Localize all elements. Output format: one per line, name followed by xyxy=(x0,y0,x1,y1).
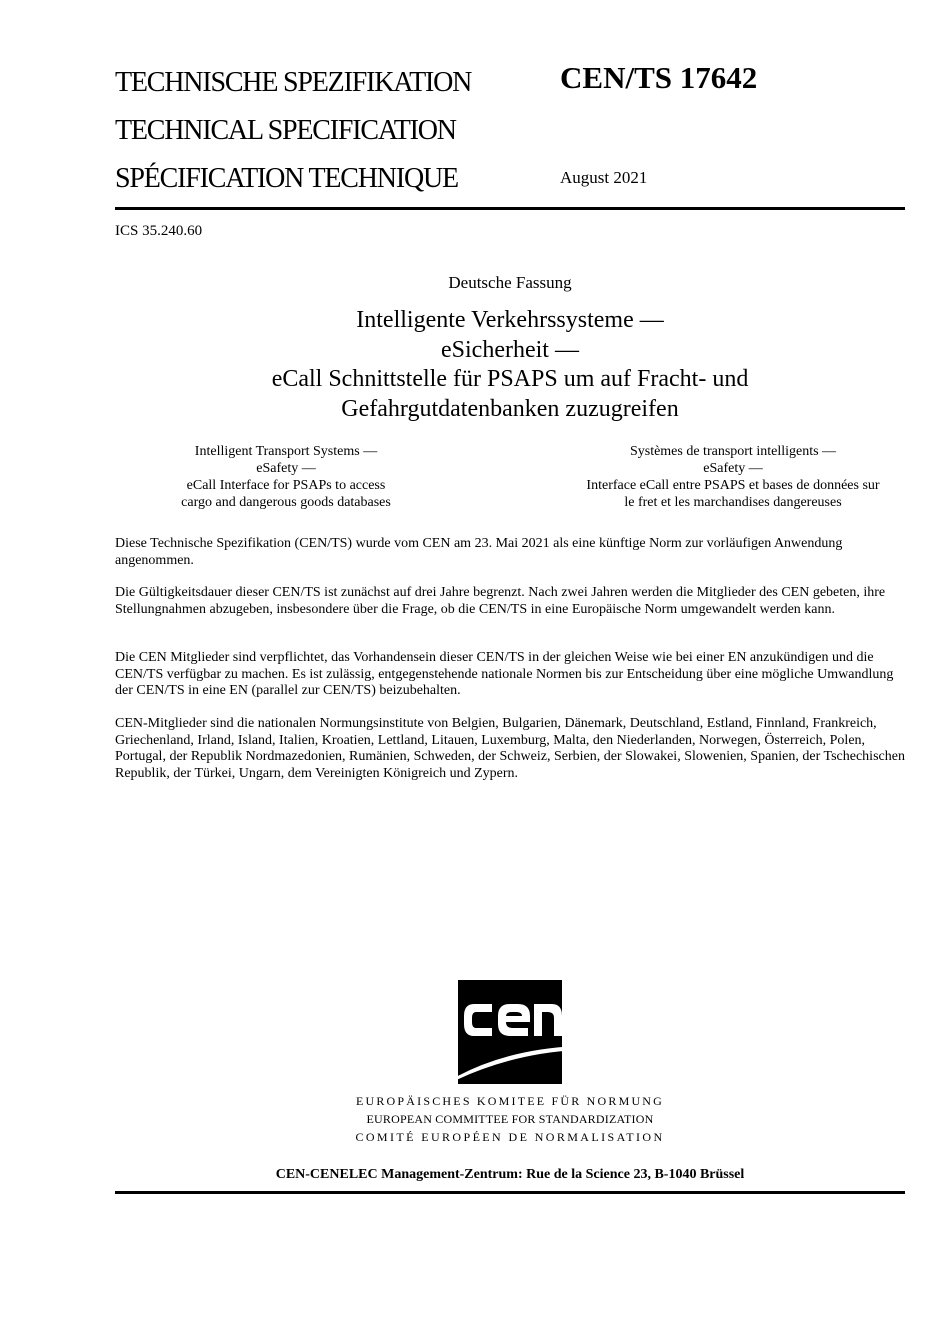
title-german xyxy=(0,306,950,424)
title-english xyxy=(140,443,432,511)
paragraph-text: CEN-Mitglieder sind die nationalen Normungsinstitute von Belgien, Bulgarien, Dänemark, Deutschland, Estland, Finnland, Frankreich, Griechenland, Irland, Island, Italien, Kroatien, Lettland, Litauen, Luxemburg, Malta, den Niederlanden, Norwegen, Österreich, Polen, Portugal, der Republik Nordmazedonien, Rumänien, Schweden, der Schweiz, Serbien, der Slowakei, Slowenien, Spanien, der Tschechischen Republik, der Türkei, Ungarn, dem Vereinigten Königreich und Zypern. xyxy=(115,716,905,781)
organization-names xyxy=(300,1092,720,1146)
title-line: le fret et les marchandises dangereuses xyxy=(624,495,842,510)
document-number: CEN/TS 17642 xyxy=(560,60,758,95)
title-line: eSafety — xyxy=(256,461,316,476)
document-type-de: TECHNISCHE SPEZIFIKATION xyxy=(115,67,472,98)
title-line: Intelligente Verkehrssysteme — xyxy=(356,307,664,333)
title-line: eSicherheit — xyxy=(441,336,579,363)
paragraph-text: Diese Technische Spezifikation (CEN/TS) wurde vom CEN am 23. Mai 2021 als eine künftige Norm zur vorläufigen Anwendung angenommen. xyxy=(115,536,843,568)
title-french xyxy=(565,443,901,511)
organization-name-de: EUROPÄISCHES KOMITEE FÜR NORMUNG xyxy=(355,1094,665,1108)
ics-code: ICS 35.240.60 xyxy=(115,223,203,239)
organization-name-en: EUROPEAN COMMITTEE FOR STANDARDIZATION xyxy=(366,1112,654,1126)
document-type-en: TECHNICAL SPECIFICATION xyxy=(115,115,456,146)
paragraph-members xyxy=(115,716,910,782)
title-line: Intelligent Transport Systems — xyxy=(194,444,378,459)
paragraph-adoption xyxy=(115,536,910,569)
title-line: Interface eCall entre PSAPS et bases de données sur xyxy=(586,478,880,493)
title-line: eCall Interface for PSAPs to access xyxy=(186,478,386,493)
cen-logo-icon xyxy=(458,980,562,1084)
paragraph-text: Die Gültigkeitsdauer dieser CEN/TS ist zunächst auf drei Jahre begrenzt. Nach zwei Jahren werden die Mitglieder des CEN gebeten, ihre Stellungnahmen abzugeben, insbesondere über die Frage, ob die CEN/TS in eine Europäische Norm umgewandelt werden kann. xyxy=(115,585,886,617)
paragraph-validity xyxy=(115,585,910,618)
document-type-fr: SPÉCIFICATION TECHNIQUE xyxy=(115,163,458,194)
publication-date: August 2021 xyxy=(560,168,648,187)
header-divider xyxy=(115,207,905,210)
paragraph-text: Die CEN Mitglieder sind verpflichtet, das Vorhandensein dieser CEN/TS in der gleichen Weise wie bei einer EN anzukündigen und die CEN/TS verfügbar zu machen. Es ist zulässig, entgegenstehende nationale Normen bis zur Entscheidung über eine mögliche Umwandlung der CEN/TS in eine EN (parallel zur CEN/TS) beizubehalten. xyxy=(115,650,894,698)
title-line: cargo and dangerous goods databases xyxy=(181,495,391,510)
paragraph-obligations xyxy=(115,650,910,700)
title-line: eSafety — xyxy=(703,461,763,476)
title-line: Systèmes de transport intelligents — xyxy=(629,444,837,459)
footer-address: CEN-CENELEC Management-Zentrum: Rue de la Science 23, B-1040 Brüssel xyxy=(275,1167,745,1182)
organization-name-fr: COMITÉ EUROPÉEN DE NORMALISATION xyxy=(355,1130,665,1144)
footer-divider xyxy=(115,1191,905,1194)
version-label: Deutsche Fassung xyxy=(448,273,572,292)
title-line: Gefahrgutdatenbanken zuzugreifen xyxy=(341,395,679,422)
title-line: eCall Schnittstelle für PSAPS um auf Fracht- und xyxy=(271,366,749,392)
